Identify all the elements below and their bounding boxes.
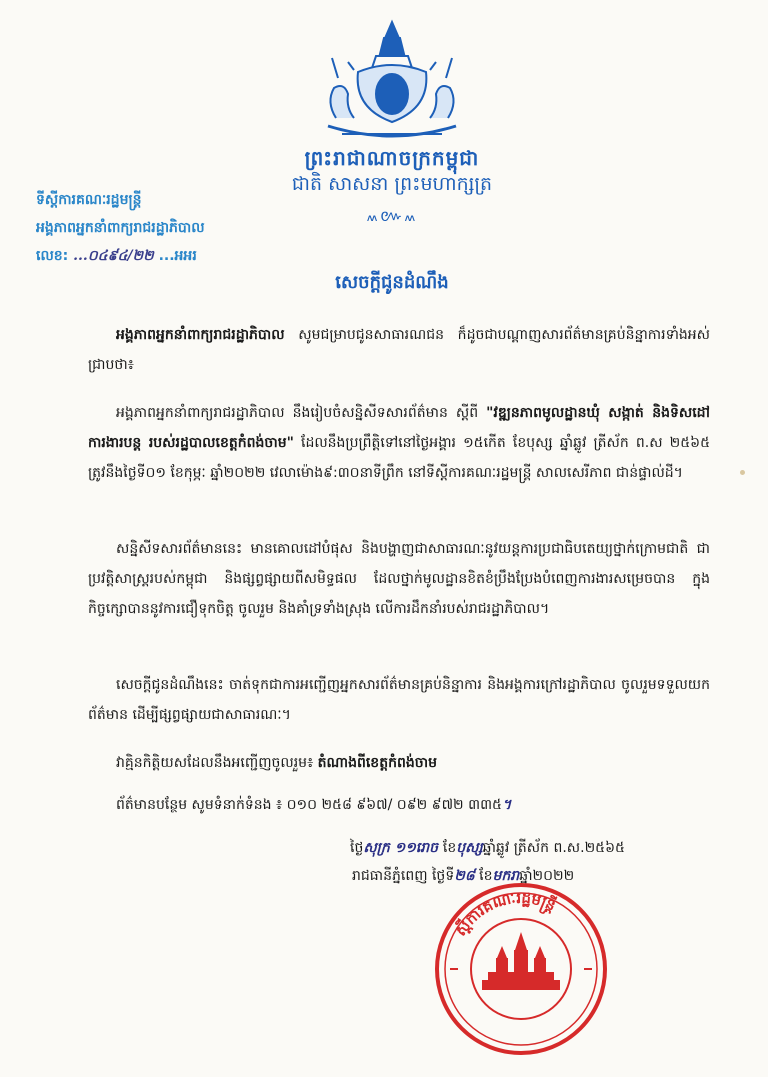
lunar-day-handwritten: ១១រោច	[389, 840, 443, 856]
lunar-date-line	[350, 838, 625, 859]
angkor-temple-icon	[482, 932, 560, 990]
lunar-month-label: ខែ	[442, 840, 457, 856]
lunar-date-prefix: ថ្ងៃ	[350, 840, 364, 856]
national-motto: ជាតិ សាសនា ព្រះមហាក្សត្រ	[291, 173, 493, 195]
speaker-label: វាគ្មិនកិត្តិយសដែលនឹងអញ្ជើញចូលរួម៖	[116, 755, 318, 771]
conference-text-end: ដែលនឹងប្រព្រឹត្តិទៅនៅថ្ងៃអង្គារ ១៥កើត ខែបុស្ស ឆ្នាំឆ្លូវ ត្រីស័ក ព.ស ២៥៦៥ ត្រូវនឹងថ្ងៃទី០១ ខែកុម្ភៈ ឆ្នាំ២០២២ វេលាម៉ោង៩:៣០នាទីព្រឹក នៅទីស្តីការគណៈរដ្ឋមន្ត្រី សាលសេរីភាព ជាន់ផ្ទាល់ដី។	[88, 435, 710, 481]
conference-text-start: អង្គភាពអ្នកនាំពាក្យរាជរដ្ឋាភិបាល នឹងរៀបចំសន្និសីទសារព័ត៌មាន ស្តីពី	[116, 405, 487, 421]
reference-number: ...០៤៩៤/២២	[73, 248, 154, 264]
lunar-weekday-handwritten: សុក្រ	[363, 840, 390, 856]
kingdom-heading: ព្រះរាជាណាចក្រកម្ពុជា	[304, 146, 480, 170]
paragraph-speaker	[88, 748, 710, 778]
document-title: សេចក្តីជូនដំណឹង	[335, 272, 449, 293]
reference-number-line	[36, 246, 197, 267]
royal-coat-of-arms-emblem	[318, 18, 466, 148]
paragraph-invitation	[88, 670, 710, 730]
reference-suffix: ...អអរ	[158, 248, 197, 264]
office-name-line1: ទីស្តីការគណៈរដ្ឋមន្ត្រី	[36, 192, 142, 208]
paragraph-intro	[88, 320, 710, 380]
official-seal-stamp	[432, 880, 610, 1058]
invitation-text: សេចក្តីជូនដំណឹងនេះ ចាត់ទុកជាការអញ្ជើញអ្នកសារព័ត៌មានគ្រប់និន្នាការ និងអង្គការក្រៅរដ្ឋាភិបាល ចូលរួមទទួលយកព័ត៌មាន ដើម្បីផ្សព្វផ្សាយជាសាធារណៈ។	[88, 677, 710, 723]
solar-date-prefix: រាជធានីភ្នំពេញ ថ្ងៃទី	[352, 868, 455, 884]
lunar-year-text: ឆ្នាំឆ្លូវ ត្រីស័ក ព.ស.២៥៦៥	[482, 840, 625, 856]
contact-handwritten-end: ។	[501, 797, 512, 813]
solar-month-label: ខែ	[474, 868, 493, 884]
solar-month-handwritten: មករា	[492, 868, 520, 884]
seal-text: ស្ដីការគណៈរដ្ឋមន្ត្រី	[451, 888, 559, 940]
reference-prefix: លេខ:	[36, 248, 69, 264]
solar-day-handwritten: ២៨	[454, 868, 475, 884]
intro-bold-office: អង្គភាពអ្នកនាំពាក្យរាជរដ្ឋាភិបាល	[116, 327, 285, 343]
paragraph-conference	[88, 398, 710, 488]
contact-text: ព័ត៌មានបន្ថែម សូមទំនាក់ទំនង ៖ ០១០ ២៥៨ ៩៦៧/ ០៩២ ៩៧២ ៣៣៥	[116, 797, 502, 813]
paper-stain	[740, 470, 745, 475]
office-name-line2: អង្គភាពអ្នកនាំពាក្យរាជរដ្ឋាភិបាល	[36, 220, 205, 236]
paragraph-contact	[88, 790, 710, 820]
solar-year-text: ឆ្នាំ២០២២	[519, 868, 575, 884]
ornament-divider: ៳៚៳	[366, 206, 418, 225]
conference-topic: "វឌ្ឍនភាពមូលដ្ឋានឃុំ សង្កាត់ និងទិសដៅការងារបន្ត របស់រដ្ឋបាលខេត្តកំពង់ចាម"	[88, 405, 710, 451]
speaker-name: តំណាងពីខេត្តកំពង់ចាម	[317, 755, 437, 771]
lunar-month-handwritten: បុស្ស	[456, 840, 483, 856]
purpose-text: សន្និសីទសារព័ត៌មាននេះ មានគោលដៅបំផុស និងបង្ហាញជាសាធារណៈនូវយន្តការប្រជាធិបតេយ្យថ្នាក់ក្រោមជាតិ ជាប្រវត្តិសាស្ត្ររបស់កម្ពុជា និងផ្សព្វផ្សាយពីសមិទ្ធផល ដែលថ្នាក់មូលដ្ឋានខិតខំប្រឹងប្រែងបំពេញការងារសម្រេចបាន ក្នុងកិច្ចក្សោបាននូវការជឿទុកចិត្ត ចូលរួម និងគាំទ្រទាំងស្រុង លើការដឹកនាំរបស់រាជរដ្ឋាភិបាល។	[88, 541, 710, 617]
paragraph-purpose	[88, 534, 710, 624]
intro-text: សូមជម្រាបជូនសាធារណជន ក៏ដូចជាបណ្តាញសារព័ត៌មានគ្រប់និន្នាការទាំងអស់ជ្រាបថា៖	[88, 327, 710, 373]
